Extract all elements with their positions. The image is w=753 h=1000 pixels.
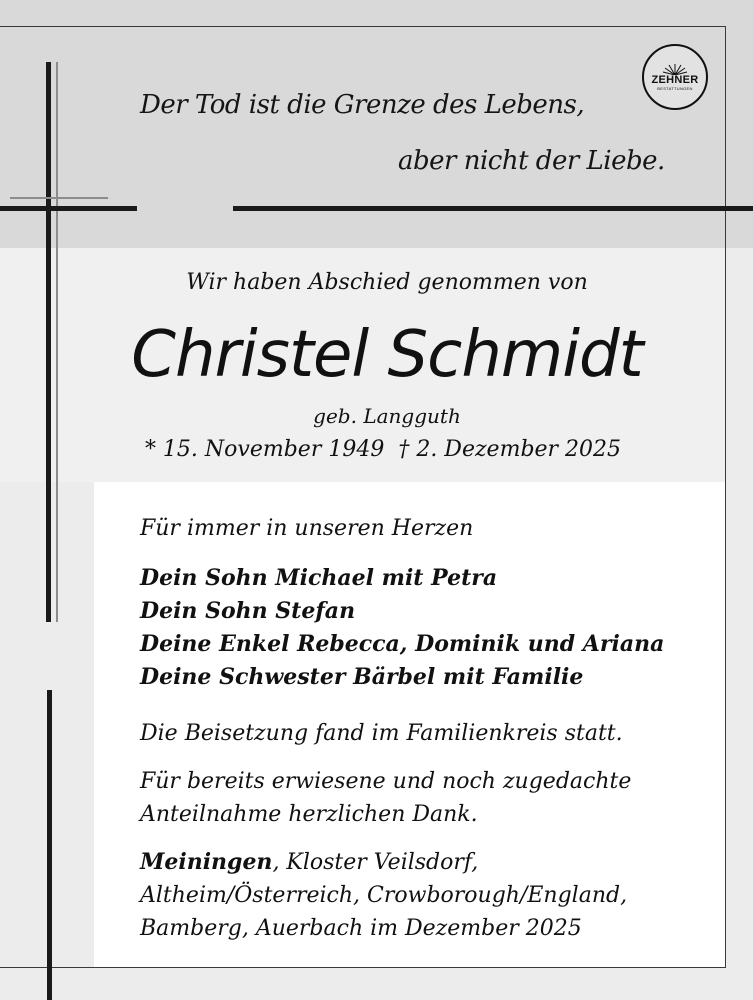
place-highlight: Meiningen (140, 849, 273, 875)
places-line-3: Bamberg, Auerbach im Dezember 2025 (140, 916, 582, 941)
mourner-line: Deine Schwester Bärbel mit Familie (140, 664, 584, 690)
deceased-name: Christel Schmidt (131, 318, 643, 392)
cross-horizontal-bar-right (233, 206, 753, 211)
cross-horizontal-bar-left (0, 206, 137, 211)
lower-vertical-bar (47, 690, 52, 1000)
places-line-2: Altheim/Österreich, Crowborough/England, (140, 883, 628, 908)
dandelion-icon (662, 63, 688, 75)
mourner-line: Dein Sohn Stefan (140, 598, 356, 624)
intro-text: Wir haben Abschied genommen von (186, 270, 588, 295)
logo-wordmark: ZEHNER (651, 73, 699, 86)
places-line-1 (140, 846, 478, 879)
thanks-line-2: Anteilnahme herzlichen Dank. (140, 802, 478, 827)
birth-date: * 15. November 1949 (144, 437, 385, 462)
death-date: 2. Dezember 2025 (416, 437, 622, 462)
motto-line-1: Der Tod ist die Grenze des Lebens, (140, 90, 585, 120)
burial-note: Die Beisetzung fand im Familienkreis statt. (140, 721, 623, 746)
cross-horizontal-thin-line (10, 197, 108, 199)
death-cross-icon: † (398, 437, 410, 462)
maiden-name: geb. Langguth (313, 404, 461, 428)
places-line-1-rest: , Kloster Veilsdorf, (272, 850, 479, 875)
thanks-line-1: Für bereits erwiesene und noch zugedachte (140, 769, 632, 794)
mourner-line: Deine Enkel Rebecca, Dominik und Ariana (140, 631, 665, 657)
logo-subtitle: BESTATTUNGEN (657, 85, 693, 91)
mourner-line: Dein Sohn Michael mit Petra (140, 565, 498, 591)
motto-line-2: aber nicht der Liebe. (398, 146, 665, 176)
tagline: Für immer in unseren Herzen (140, 516, 474, 541)
funeral-home-logo (642, 44, 708, 110)
life-dates (20, 437, 746, 462)
